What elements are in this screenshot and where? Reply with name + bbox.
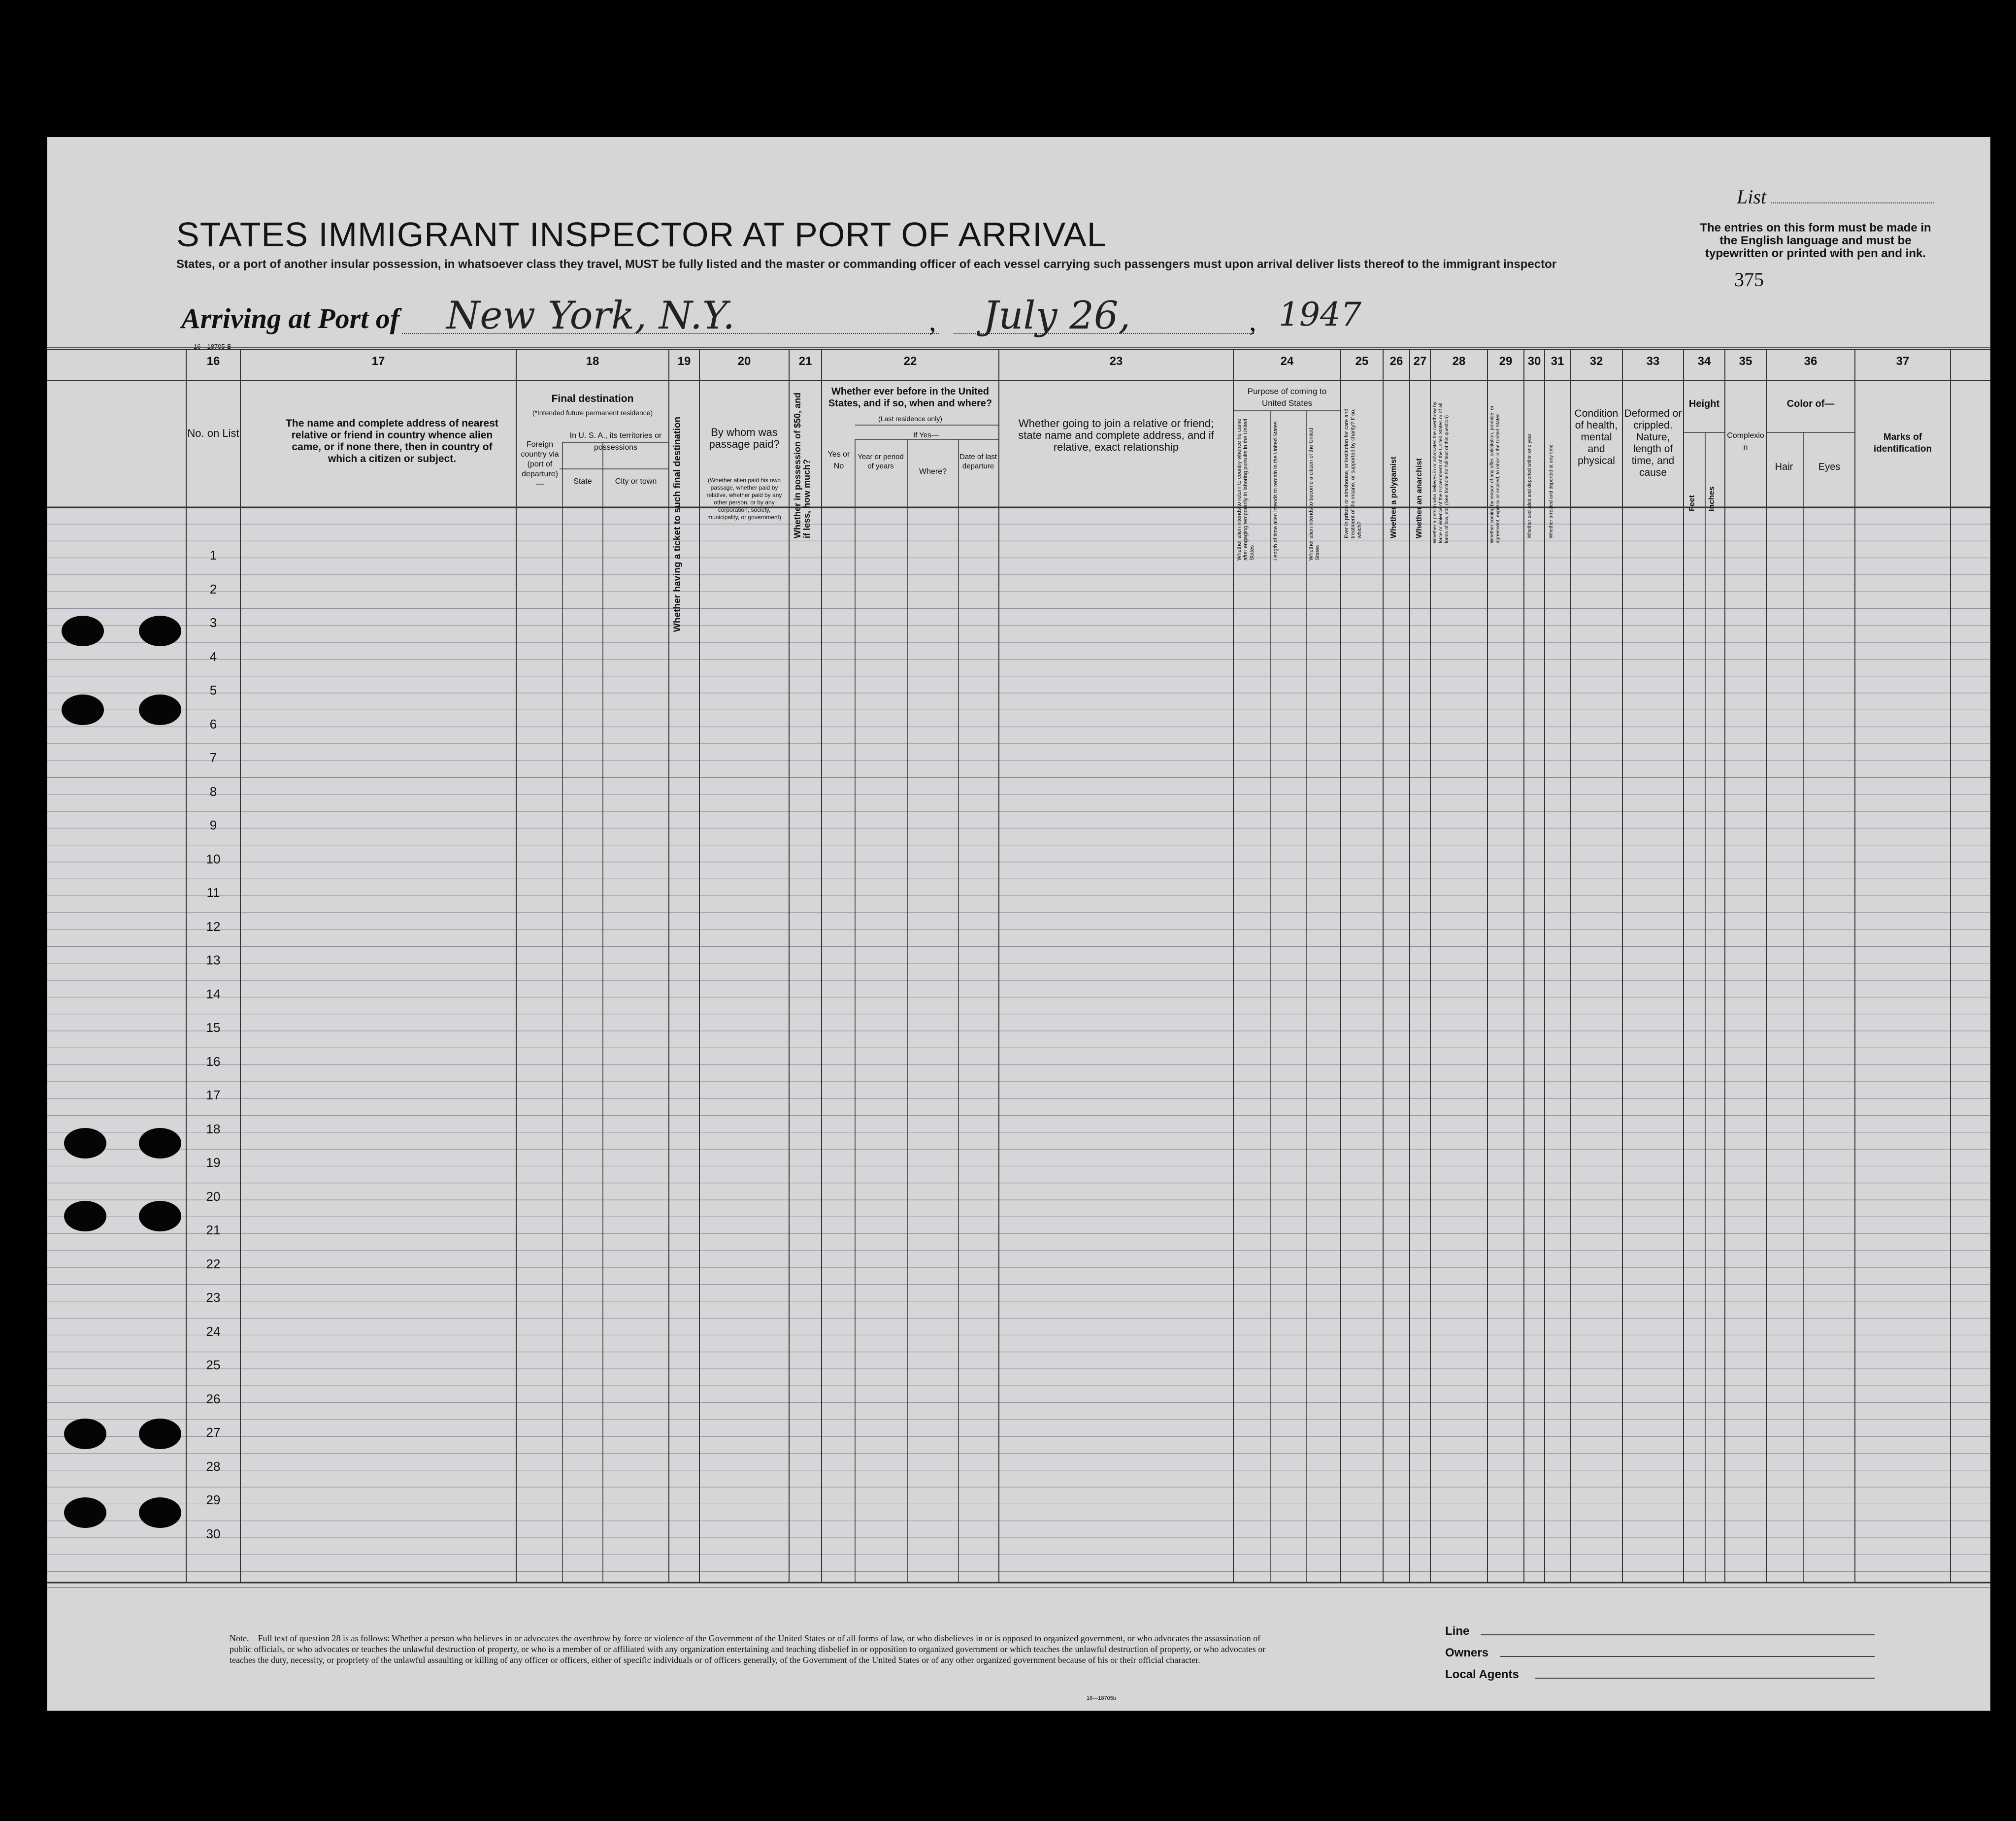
- col-number: 36: [1804, 355, 1818, 368]
- col-number: 24: [1280, 355, 1294, 368]
- header-polygamist: Whether a polygamist: [1389, 456, 1398, 538]
- table-grid: [47, 137, 1990, 1711]
- col-number: 32: [1589, 355, 1603, 368]
- punch-hole: [139, 1201, 181, 1231]
- header-labor-offer: Whether coming by reason of any offer, solicitation, promise, or agreement, express or implied, to labor in the United States: [1489, 405, 1501, 543]
- row-number: 26: [206, 1391, 221, 1406]
- header-in-usa: In U. S. A., its territories or possessions: [569, 431, 662, 452]
- punch-hole: [64, 1201, 106, 1231]
- punch-hole: [62, 695, 104, 725]
- list-number: 375: [1734, 268, 1764, 291]
- col-number: 29: [1499, 355, 1513, 368]
- col-number: 35: [1739, 355, 1752, 368]
- row-number: 7: [209, 750, 217, 765]
- header-yes-no: Yes or No: [827, 450, 850, 470]
- col-number: 17: [371, 355, 385, 368]
- header-feet: Feet: [1688, 495, 1696, 511]
- header-inches: Inches: [1708, 486, 1716, 511]
- punch-hole: [64, 1128, 106, 1159]
- col-number: 25: [1355, 355, 1369, 368]
- col-number: 22: [903, 355, 917, 368]
- header-foreign-country: Foreign country via (port of departure)—: [521, 440, 559, 488]
- punch-hole: [139, 1128, 181, 1159]
- header-if-yes: If Yes—: [913, 431, 939, 439]
- footnote-question-28: Note.—Full text of question 28 is as follows: Whether a person who believes in or advocates the overthrow by force or violence of the Government of the United States or of all forms of law, or who disbelieves in or is opposed to organized government, or who advocates the assassination of public officials, or who advocates or teaches the unlawful destruction of property, or who is a member of or affiliated with any organization entertaining and teaching disbelief in or opposition to organized government or which teaches the unlawful destruction of property, or who advocates or teaches the duty, necessity, or propriety of the unlawful assaulting or killing of any officer or officers, either of specific individuals or of officers generally, of the Government of the United States or of any other organized government because of his or their official character.: [230, 1633, 1266, 1665]
- list-label: List: [1737, 186, 1767, 208]
- header-marks: Marks of identification: [1873, 432, 1932, 454]
- col-number: 33: [1646, 355, 1660, 368]
- comma: ,: [1249, 305, 1256, 337]
- row-number: 9: [209, 818, 217, 832]
- header-excluded: Whether excluded and deported within one year: [1527, 433, 1532, 538]
- header-purpose-c: Whether alien intends to become a citizen of the United States: [1308, 428, 1321, 561]
- row-number: 17: [206, 1088, 221, 1102]
- header-where: Where?: [919, 467, 947, 476]
- col-number: 21: [798, 355, 812, 368]
- row-number: 27: [206, 1425, 221, 1440]
- header-state: State: [573, 477, 592, 486]
- line-label: Line: [1445, 1624, 1470, 1638]
- header-height: Height: [1688, 398, 1720, 409]
- row-number: 22: [206, 1256, 221, 1271]
- header-overthrow: Whether a person who believes in or advocates the overthrow by force or violence of the Government of the United States or of all forms of law, etc. (See footnote for full text of this question): [1432, 401, 1450, 543]
- header-ticket: Whether having a ticket to such final destination: [672, 416, 683, 632]
- row-number: 18: [206, 1121, 221, 1136]
- header-fifty-dollars: Whether in possession of $50, and if less, how much?: [793, 392, 812, 538]
- col-number: 34: [1697, 355, 1711, 368]
- col-number: 18: [586, 355, 599, 368]
- handwritten-port: New York, N.Y.: [446, 294, 735, 338]
- col-number: 26: [1389, 355, 1403, 368]
- row-number: 25: [206, 1357, 221, 1372]
- footer-form-code: 16—18705b: [1087, 1695, 1116, 1701]
- row-number: 21: [206, 1223, 221, 1237]
- local-agents-label: Local Agents: [1445, 1668, 1519, 1681]
- header-anarchist: Whether an anarchist: [1415, 458, 1423, 538]
- punch-hole: [139, 1497, 181, 1528]
- manifest-sheet: [47, 137, 1990, 1711]
- header-year-period: Year or period of years: [858, 453, 904, 470]
- col-number: 31: [1551, 355, 1564, 368]
- punch-hole: [139, 695, 181, 725]
- header-last-residence: (Last residence only): [878, 415, 942, 423]
- form-subtitle: States, or a port of another insular possession, in whatsoever class they travel, MUST be fully listed and the master or commanding officer of each vessel carrying such passengers must upon arrival deliver lists thereof to the immigrant inspector: [176, 258, 1557, 271]
- row-number: 2: [209, 581, 217, 596]
- row-number: 20: [206, 1189, 221, 1204]
- row-number: 1: [209, 548, 217, 563]
- row-number: 28: [206, 1458, 221, 1474]
- punch-hole: [139, 616, 181, 646]
- row-number: 6: [209, 716, 217, 731]
- col-number: 19: [677, 355, 691, 368]
- header-purpose-a: Whether alien intends to return to country whence he came after engaging temporarily in laboring pursuits in the United States: [1236, 419, 1255, 561]
- header-date-last-departure: Date of last departure: [959, 453, 997, 470]
- col-number: 27: [1413, 355, 1427, 368]
- row-number: 14: [206, 986, 221, 1001]
- form-title: STATES IMMIGRANT INSPECTOR AT PORT OF ARRIVAL: [176, 215, 1107, 254]
- owners-field: [1500, 1656, 1875, 1657]
- col-number: 16: [206, 355, 220, 368]
- header-purpose-b: Length of time alien intends to remain in the United States: [1273, 421, 1279, 561]
- row-number: 13: [206, 953, 221, 967]
- entries-note: The entries on this form must be made in the English language and must be typewritten or printed with pen and ink.: [1700, 221, 1931, 260]
- header-hair: Hair: [1775, 462, 1793, 472]
- header-eyes: Eyes: [1818, 462, 1841, 472]
- header-deformed: Deformed or crippled. Nature, length of time, and cause: [1624, 408, 1682, 478]
- arriving-port-label: Arriving at Port of: [181, 302, 400, 334]
- row-number: 3: [209, 615, 217, 630]
- form-code: 16—18705-B: [194, 343, 231, 350]
- row-number: 12: [206, 919, 221, 934]
- punch-hole: [64, 1497, 106, 1528]
- row-number: 19: [206, 1155, 221, 1170]
- row-number: 4: [209, 649, 217, 664]
- row-number: 10: [206, 851, 221, 866]
- line-field: [1481, 1634, 1875, 1635]
- row-number: 11: [206, 885, 220, 900]
- handwritten-date: July 26,: [983, 294, 1131, 338]
- header-relative-address: The name and complete address of nearest relative or friend in country whence alien came, or if none there, then in country of which a citizen or subject.: [286, 418, 498, 464]
- header-passage-paid: By whom was passage paid?: [709, 426, 780, 450]
- row-number: 8: [209, 784, 217, 799]
- header-health: Condition of health, mental and physical: [1574, 408, 1619, 466]
- col-number: 28: [1452, 355, 1466, 368]
- col-number: 37: [1896, 355, 1910, 368]
- header-final-destination-sub: (*Intended future permanent residence): [532, 409, 653, 417]
- header-no-on-list: No. on List: [187, 427, 239, 439]
- comma: ,: [929, 305, 936, 337]
- header-color-of: Color of—: [1786, 398, 1835, 409]
- header-arrested: Whether arrested and deported at any time: [1549, 444, 1554, 538]
- punch-hole: [62, 616, 104, 646]
- col-number: 30: [1527, 355, 1541, 368]
- header-final-destination: Final destination: [551, 393, 634, 404]
- header-purpose: Purpose of coming to United States: [1247, 387, 1327, 408]
- header-passage-paid-sub: (Whether alien paid his own passage, whether paid by relative, whether paid by any other person, or by any corporation, society, municipality, or government): [706, 477, 782, 521]
- header-city-town: City or town: [615, 477, 657, 486]
- row-number: 15: [206, 1020, 221, 1035]
- header-ever-before-us: Whether ever before in the United States, and if so, when and where?: [828, 386, 992, 409]
- col-number: 23: [1109, 355, 1123, 368]
- punch-hole: [139, 1419, 181, 1449]
- owners-label: Owners: [1445, 1646, 1489, 1659]
- row-number: 30: [206, 1526, 221, 1541]
- row-number: 29: [206, 1492, 221, 1507]
- row-number: 23: [206, 1290, 221, 1305]
- col-number: 20: [737, 355, 751, 368]
- row-number: 24: [206, 1324, 221, 1339]
- header-prison: Ever in prison or almshouse, or institution for care and treatment of the insane, or supported by charity? If so, which?: [1344, 408, 1362, 538]
- header-join-relative: Whether going to join a relative or friend; state name and complete address, and if relative, exact relationship: [1018, 417, 1214, 453]
- local-agents-field: [1535, 1678, 1875, 1679]
- punch-hole: [64, 1419, 106, 1449]
- handwritten-year: 1947: [1279, 296, 1361, 333]
- row-number: 16: [206, 1054, 221, 1069]
- row-number: 5: [209, 683, 217, 697]
- header-complexion: Complexion: [1727, 431, 1764, 452]
